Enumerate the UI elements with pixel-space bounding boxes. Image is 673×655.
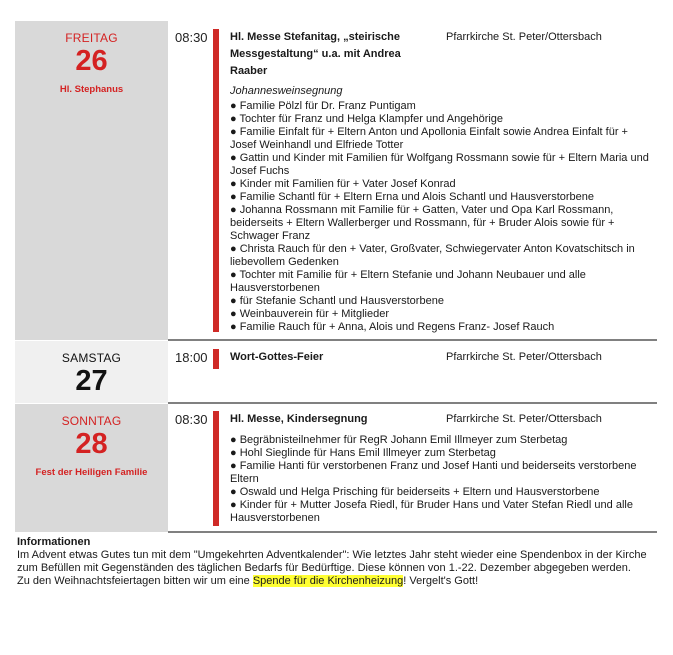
intention-item: ● Familie Pölzl für Dr. Franz Puntigam xyxy=(230,100,416,112)
intention-item: ● Familie Einfalt für + Eltern Anton und Apollonia Einfalt sowie Andrea Einfalt für + Josef Weinhandl und Elfriede Totter xyxy=(230,126,628,151)
intention-item: ● Tochter für Franz und Helga Klampfer und Angehörige xyxy=(230,113,504,125)
donation-thanks: ! Vergelt's Gott! xyxy=(403,575,479,587)
intention-item: ● Tochter mit Familie für + Eltern Stefanie und Johann Neubauer und alle Hausverstorbenen xyxy=(230,269,586,294)
event-location: Pfarrkirche St. Peter/Ottersbach xyxy=(446,31,602,43)
intention-item: ● Kinder mit Familien für + Vater Josef Konrad xyxy=(230,178,456,190)
intention-item: ● Johanna Rossmann mit Familie für + Gatten, Vater und Opa Karl Rossmann, beiderseits + Eltern Wallerberger und Rossmann, für + Bruder Alois sowie für + Schwager Franz xyxy=(230,204,615,242)
event-content xyxy=(230,29,655,334)
event-title: Hl. Messe, Kindersegnung xyxy=(230,413,368,425)
event-content xyxy=(230,411,655,525)
day-number: 26 xyxy=(75,45,108,77)
feast-label: Fest der Heiligen Familie xyxy=(35,467,148,478)
intention-item: ● Kinder für + Mutter Josefa Riedl, für Bruder Hans und Vater Stefan Riedl und alle Hausverstorbenen xyxy=(230,499,633,524)
event-bar xyxy=(213,29,219,332)
event-location: Pfarrkirche St. Peter/Ottersbach xyxy=(446,413,602,425)
info-heading: Informationen xyxy=(17,536,91,548)
weekday-label: SAMSTAG xyxy=(61,351,122,365)
event-time: 08:30 xyxy=(175,412,208,427)
intention-item: ● für Stefanie Schantl und Hausverstorbene xyxy=(230,295,444,307)
event-bar xyxy=(213,411,219,526)
event-time: 18:00 xyxy=(175,350,208,365)
info-paragraph-advent: Im Advent etwas Gutes tun mit dem "Umgekehrten Adventkalender": Wie letztes Jahr steht wieder eine Spendenbox in der Kirche zum Befüllen mit Gegenständen des täglichen Bedarfs für Bedürftige. Diese können von 1.-22. Dezember abgegeben werden. xyxy=(17,549,647,574)
day-block-sunday xyxy=(15,404,657,532)
intention-item: ● Familie Schantl für + Eltern Erna und Alois Schantl und Hausverstorbene xyxy=(230,191,595,203)
day-block-friday xyxy=(15,21,657,340)
weekday-label: SONNTAG xyxy=(61,414,122,428)
event-title: Wort-Gottes-Feier xyxy=(230,351,324,363)
intention-item: ● Gattin und Kinder mit Familien für Wolfgang Rossmann sowie für + Eltern Maria und Josef Fuchs xyxy=(230,152,649,177)
intention-item: ● Oswald und Helga Prisching für beiderseits + Eltern und Hausverstorbene xyxy=(230,486,600,498)
date-column xyxy=(15,404,168,532)
intention-item: ● Begräbnisteilnehmer für RegR Johann Emil Illmeyer zum Sterbetag xyxy=(230,434,568,446)
day-block-saturday xyxy=(15,341,657,403)
intention-item: ● Christa Rauch für den + Vater, Großvater, Schwiegervater Anton Kovatschitsch in liebevollem Gedenken xyxy=(230,243,635,268)
event-location: Pfarrkirche St. Peter/Ottersbach xyxy=(446,351,602,363)
event-time: 08:30 xyxy=(175,30,208,45)
intention-list xyxy=(230,434,655,525)
event-bar xyxy=(213,349,219,369)
date-column xyxy=(15,341,168,403)
event-subtitle: Johannesweinsegnung xyxy=(230,85,343,97)
intention-item: ● Familie Rauch für + Anna, Alois und Regens Franz- Josef Rauch xyxy=(230,321,555,333)
date-column xyxy=(15,21,168,340)
intention-item: ● Hohl Sieglinde für Hans Emil Illmeyer zum Sterbetag xyxy=(230,447,496,459)
event-title: Hl. Messe Stefanitag, „steirische Messgestaltung“ u.a. mit Andrea Raaber xyxy=(230,31,401,77)
day-number: 27 xyxy=(75,365,108,397)
event-content xyxy=(230,349,655,366)
info-section xyxy=(17,536,657,588)
day-separator xyxy=(168,531,657,533)
intention-item: ● Familie Hanti für verstorbenen Franz und Josef Hanti und beiderseits verstorbene Eltern xyxy=(230,460,637,485)
info-paragraph-donation xyxy=(17,575,657,588)
donation-text: Zu den Weihnachtsfeiertagen bitten wir um eine xyxy=(17,575,253,587)
intention-list xyxy=(230,100,655,334)
weekday-label: FREITAG xyxy=(65,31,118,45)
donation-highlight: Spende für die Kirchenheizung xyxy=(252,575,404,587)
day-number: 28 xyxy=(75,428,108,460)
intention-item: ● Weinbauverein für + Mitglieder xyxy=(230,308,389,320)
feast-label: Hl. Stephanus xyxy=(59,84,124,95)
